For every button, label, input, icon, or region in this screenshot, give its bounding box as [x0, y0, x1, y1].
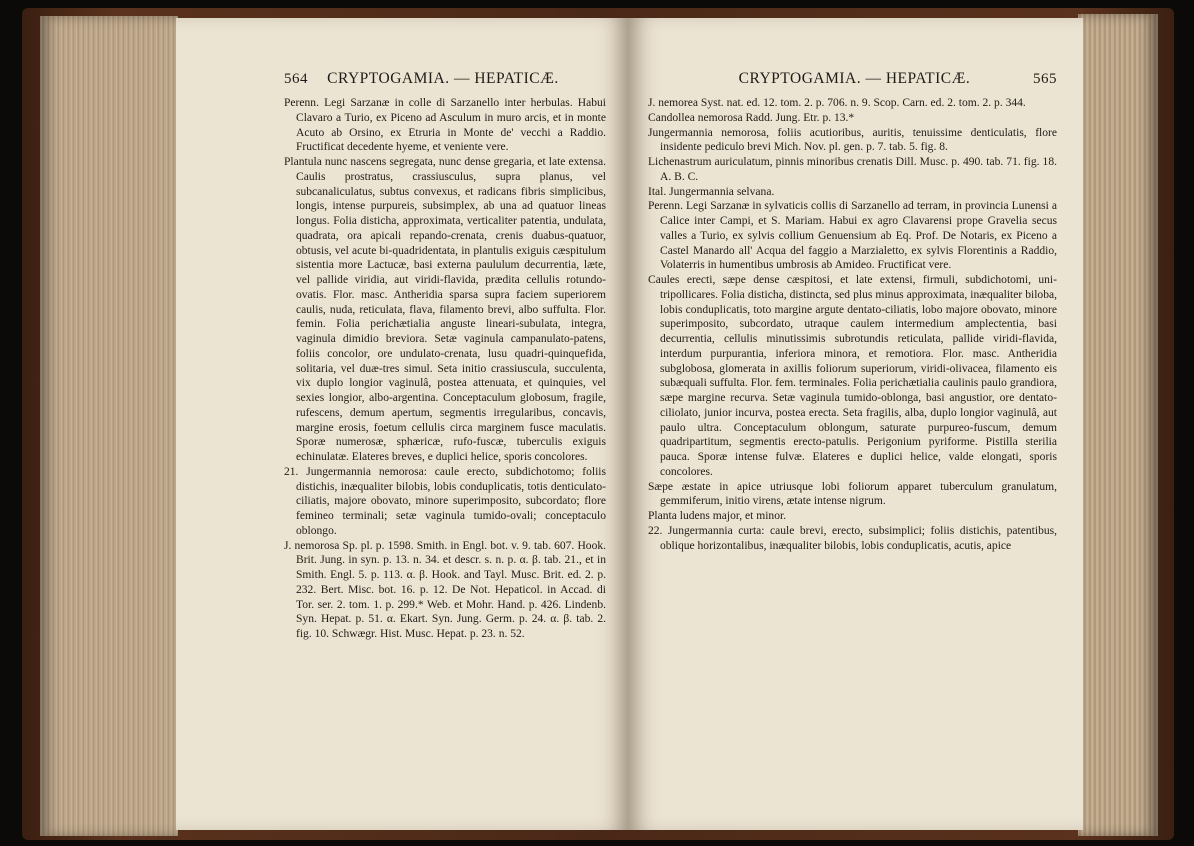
right-page-number: 565 — [1032, 71, 1057, 87]
right-page — [628, 18, 1083, 830]
right-page-body — [648, 96, 1057, 553]
paragraph: Perenn. Legi Sarzanæ in sylvaticis collis di Sarzanello ad terram, in provincia Lunensi a Calice inter Campi, et S. Mariam. Habui ex agro Clavarensi prope Gravelia secus valles a Turio, ex sylvis collium Genuensium ab Eq. Prof. De Notaris, ex Piceno a Castel Manardo all' Acqua del faggio a Marzialetto, ex sylvis Florentinis a Raddio, Volaterris in humentibus umbrosis ab Amideo. Fructificat vere. — [648, 200, 1057, 272]
paragraph: 21. Jungermannia nemorosa: caule erecto, subdichotomo; foliis distichis, inæqualiter bilobis, lobis conduplicatis, totis denticulato-ciliatis, majore obovato, minore superimposito, subcordato; flore feminеo terminali; setæ vaginula tumido-ovali; conceptaculo oblongo. — [284, 465, 606, 537]
paragraph: Planta ludens major, et minor. — [648, 510, 787, 522]
page-edges-right — [1078, 14, 1158, 836]
paragraph: Sæpe æstate in apice utriusque lobi foliorum apparet tuberculum granulatum, gemmiferum, initio virens, ætate intense nigrum. — [648, 480, 1057, 508]
paragraph: Perenn. Legi Sarzanæ in colle di Sarzanello inter herbulas. Habui Clavaro a Turio, ex Piceno ad Asculum in muro arcis, et in monte Acuto ab Orsino, ex Etruria in Monte de' vecchi a Raddio. Fructificat decedente hyeme, et veniente vere. — [284, 97, 606, 154]
page-edges-left — [40, 16, 178, 836]
paragraph: Candollea nemorosa Radd. Jung. Etr. p. 13.* — [648, 111, 855, 124]
right-running-head — [648, 70, 1057, 88]
paragraph: J. nemorosa Sp. pl. p. 1598. Smith. in Engl. bot. v. 9. tab. 607. Hook. Brit. Jung. in syn. p. 13. n. 34. et descr. s. n. p. α. β. tab. 21., et in Smith. Engl. 5. p. 113. α. β. Hook. and Tayl. Musc. Brit. ed. 2. p. 232. Bert. Misc. bot. 16. p. 12. De Not. Hepaticol. in Accad. di Tor. ser. 2. tom. 1. p. 299.* Web. et Mohr. Hand. p. 426. Lindenb. Syn. Hepat. p. 51. α. Ekart. Syn. Jung. Germ. p. 24. α. β. tab. 2. fig. 10. Schwægr. Hist. Musc. Hepat. p. 23. n. 52. — [284, 539, 606, 640]
left-page-number: 564 — [284, 71, 308, 87]
paragraph: Lichenastrum auriculatum, pinnis minoribus crenatis Dill. Musc. p. 490. tab. 71. fig. 18. A. B. C. — [648, 156, 1057, 183]
paragraph: Plantula nunc nascens segregata, nunc dense gregaria, et late extensa. Caulis prostratus, crassiusculus, supra planus, vel subcanaliculatus, subtus convexus, et radicans fibris simplicibus, longis, intense purpureis, subsimplex, ab una ad quatuor lineas longus. Folia disticha, approximata, verticaliter patentia, undulata, quadrata, ora apicali repando-crenata, crenis duabus-quatuor, obtusis, vel acute bi-quadridentata, in plantulis exiguis cæspitulum sistentia more Lactucæ, basi externa paululum decurrentia, læte, vel pallide viridia, aut viridi-flavida, prædita cellulis rotundo-ovatis. Flor. masc. Antheridia sparsa supra faciem superiorem caulis, nuda, reticulata, flava, filamento brevi, albo suffulta. Flor. femin. Folia perichætialia anguste lineari-subulata, integra, vaginula dimidio breviora. Setæ vaginula campanulato-patens, foliis concolor, ore undulato-crenata, lusu quadri-quinquefida, solitaria, vel duæ-tres simul. Seta initio crassiuscula, succulenta, vix duplo longior vaginulâ, postea attenuata, et quinquies, vel sexies longior, albo-argentina. Conceptaculum globosum, fragile, rufescens, demum apertum, segmentis irregularibus, concavis, margine erosis, foetum cellulis circa marginem fusce maculatis. Sporæ numerosæ, sphæricæ, rufo-fuscæ, tuberculis exiguis echinulatæ. Elateres breves, e duplici helice, sporis concolores. — [284, 156, 606, 463]
left-running-title: CRYPTOGAMIA. — HEPATICÆ. — [327, 70, 559, 87]
left-page-body — [284, 96, 606, 642]
paragraph: 22. Jungermannia curta: caule brevi, erecto, subsimplici; foliis distichis, patentibus, oblique horizontalibus, inæqualiter bilobis, lobis conduplicatis, acutis, apice — [648, 524, 1057, 552]
left-page — [176, 18, 628, 830]
paragraph: J. nemorea Syst. nat. ed. 12. tom. 2. p. 706. n. 9. Scop. Carn. ed. 2. tom. 2. p. 344. — [648, 97, 1026, 109]
paragraph: Jungermannia nemorosa, foliis acutioribus, auritis, tenuissime denticulatis, flore insidente pediculo brevi Mich. Nov. pl. gen. p. 7. tab. 5. fig. 8. — [648, 126, 1057, 154]
right-running-title: CRYPTOGAMIA. — HEPATICÆ. — [738, 70, 971, 87]
paragraph: Ital. Jungermannia selvana. — [648, 185, 775, 198]
paragraph: Caules erecti, sæpe dense cæspitosi, et late extensi, firmuli, subdichotomi, uni-tripollicares. Folia disticha, distincta, sed plus minus approximata, inæqualiter biloba, lobis conduplicatis, toto margine argute dentato-ciliatis, lobo majore obovato, minore superimposito, subcordato, utraque caulem intermedium amplectentia, basi decurrentia, cellulis minutissimis subrotundis reticulata, pallide viridi-flavida, interdum purpurantia, inferiora minora, et remotiora. Flor. masc. Antheridia subglobosa, glomerata in axillis foliorum superiorum, viridi-olivacea, filamento eis subæquali suffulta. Flor. fem. terminales. Folia perichætialia caulinis paulo grandiora, sæpe margine recurva. Setæ vaginula tumido-oblonga, basi angustior, ore dentato-ciliolato, junior incurva, postea erecta. Seta fragilis, alba, duplo longior vaginulâ, aut paulo ultra. Conceptaculum oblongum, saturate purpureo-fuscum, demum quadripartitum, segmentis erecto-patulis. Perigonium pyriforme. Pistilla sterilia pauca. Sporæ intense fulvæ. Elateres e duplici helice, valde elongati, sporis concolores. — [648, 274, 1057, 478]
left-running-head — [284, 70, 606, 88]
